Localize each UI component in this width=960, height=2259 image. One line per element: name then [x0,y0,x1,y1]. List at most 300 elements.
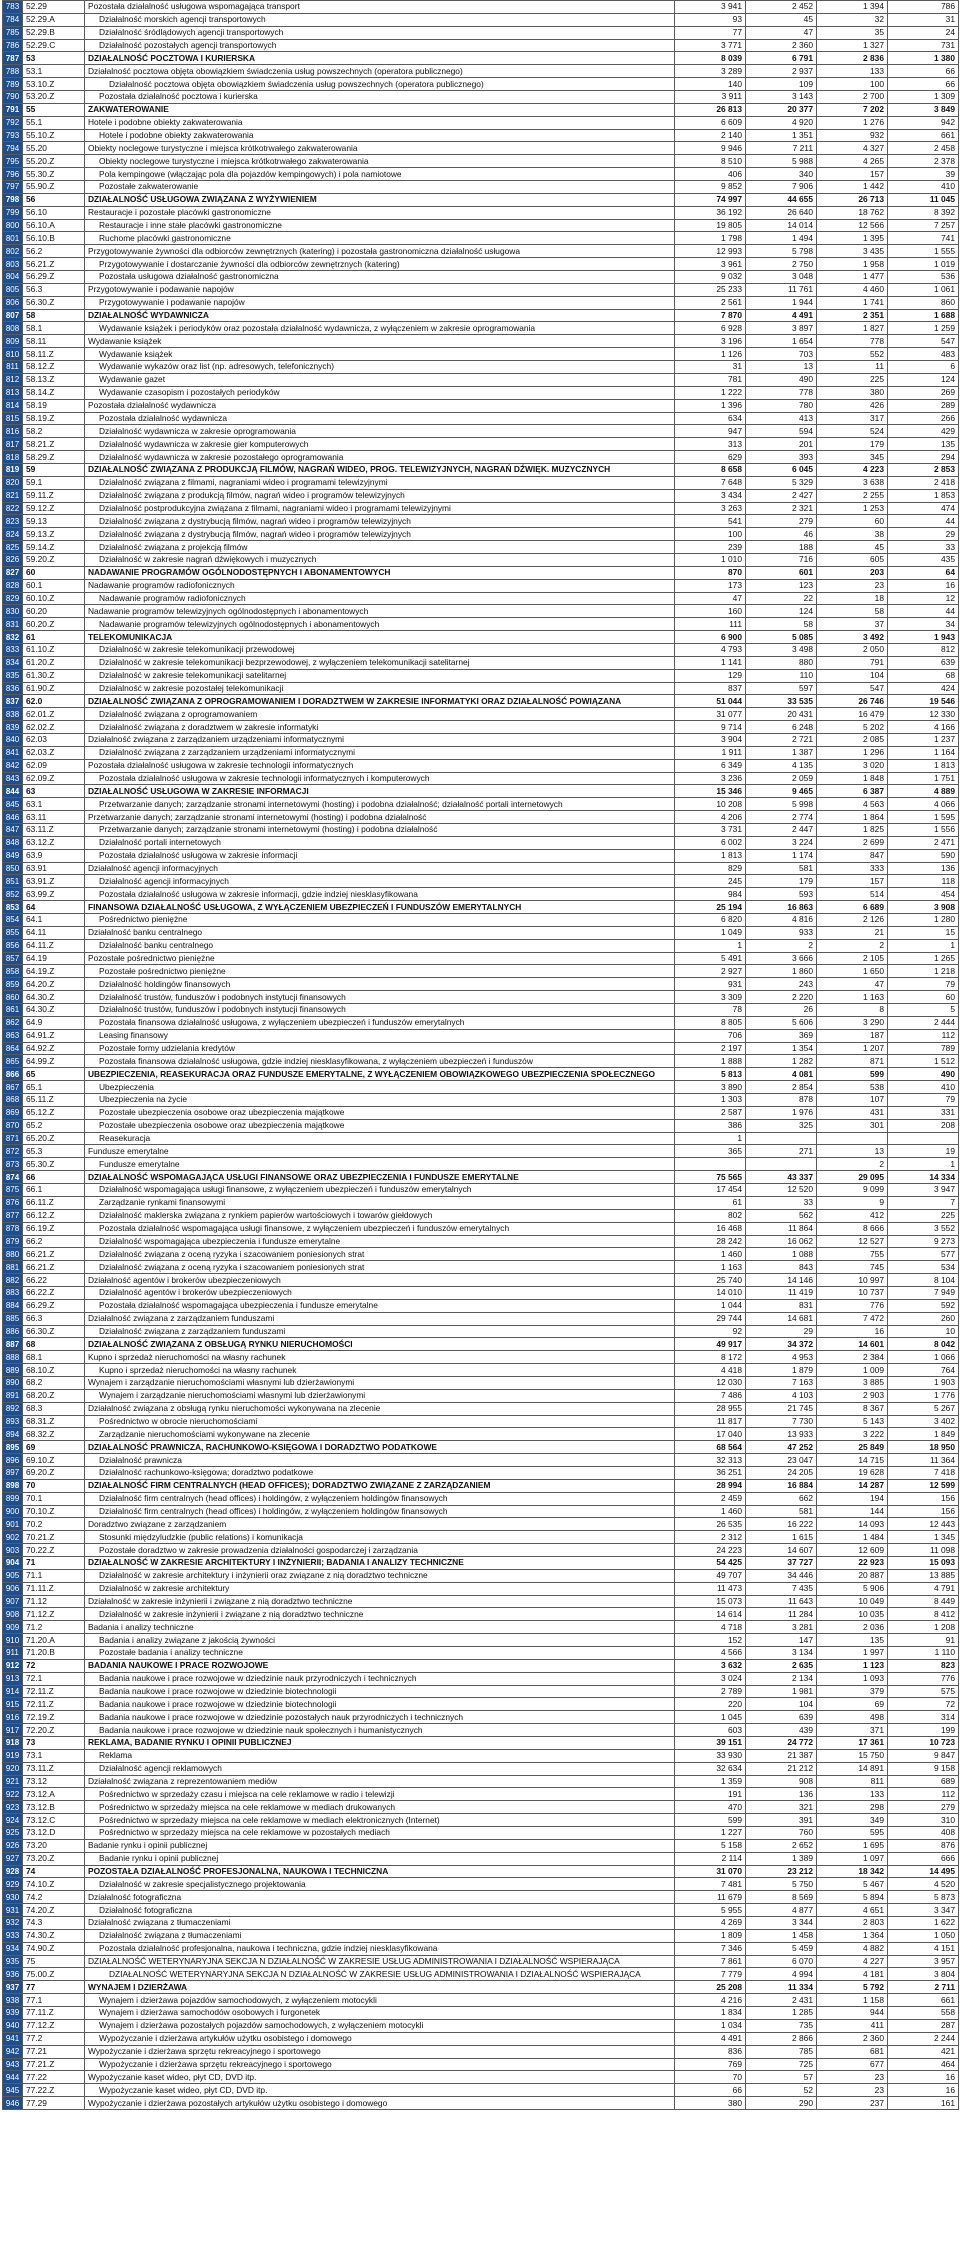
table-row [3,1158,959,1171]
value-cell-3: 3 222 [817,1428,888,1441]
value-cell-1: 1 045 [675,1711,746,1724]
pkd-code-cell: 66.12.Z [23,1209,85,1222]
value-cell-2: 601 [746,566,817,579]
table-row [3,1569,959,1582]
table-row [3,1801,959,1814]
value-cell-1: 9 946 [675,142,746,155]
activity-name-cell: Działalność pozostałych agencji transportowych [85,39,675,52]
value-cell-1: 829 [675,862,746,875]
pkd-code-cell: 64.30.Z [23,991,85,1004]
activity-name-cell: Działalność związana z tłumaczeniami [85,1917,675,1930]
row-number-cell: 847 [3,824,23,837]
row-number-cell: 890 [3,1376,23,1389]
pkd-code-cell: 62.09 [23,759,85,772]
value-cell-1: 1 396 [675,399,746,412]
value-cell-1: 3 196 [675,335,746,348]
value-cell-2: 1 351 [746,129,817,142]
table-row [3,669,959,682]
value-cell-1: 5 955 [675,1904,746,1917]
row-number-cell: 923 [3,1801,23,1814]
row-number-cell: 794 [3,142,23,155]
value-cell-2: 1 494 [746,232,817,245]
value-cell-2: 24 205 [746,1466,817,1479]
row-number-cell: 845 [3,798,23,811]
pkd-code-cell: 66.19.Z [23,1222,85,1235]
industry-statistics-table [2,0,959,2110]
value-cell-2: 778 [746,386,817,399]
value-cell-1: 4 206 [675,811,746,824]
table-row [3,2071,959,2084]
pkd-code-cell: 63.99.Z [23,888,85,901]
value-cell-4: 118 [888,875,959,888]
pkd-code-cell: 60.1 [23,579,85,592]
value-cell-2: 243 [746,978,817,991]
pkd-code-cell: 55.10.Z [23,129,85,142]
activity-name-cell: Działalność w zakresie telekomunikacji bezprzewodowej, z wyłączeniem telekomunikacji satelitarnej [85,656,675,669]
value-cell-4: 16 [888,579,959,592]
activity-name-cell: Działalność śródlądowych agencji transportowych [85,26,675,39]
pkd-code-cell: 55.20.Z [23,155,85,168]
pkd-code-cell: 61.30.Z [23,669,85,682]
row-number-cell: 797 [3,181,23,194]
value-cell-2: 29 [746,1325,817,1338]
value-cell-1: 5 813 [675,1068,746,1081]
value-cell-2: 43 337 [746,1171,817,1184]
pkd-code-cell: 74.30.Z [23,1929,85,1942]
value-cell-2: 188 [746,541,817,554]
value-cell-1: 3 941 [675,1,746,14]
pkd-code-cell: 52.29.B [23,26,85,39]
table-row [3,412,959,425]
activity-name-cell: DZIAŁALNOŚĆ ZWIĄZANA Z OBSŁUGĄ RYNKU NIERUCHOMOŚCI [85,1338,675,1351]
pkd-code-cell: 56.29.Z [23,271,85,284]
value-cell-4: 1 849 [888,1428,959,1441]
activity-name-cell: Kupno i sprzedaż nieruchomości na własny rachunek [85,1351,675,1364]
value-cell-4: 1 [888,1158,959,1171]
pkd-code-cell: 65.12.Z [23,1106,85,1119]
row-number-cell: 882 [3,1274,23,1287]
value-cell-2: 2 360 [746,39,817,52]
row-number-cell: 824 [3,528,23,541]
pkd-code-cell: 72.11.Z [23,1698,85,1711]
pkd-code-cell: 74.2 [23,1891,85,1904]
row-number-cell: 789 [3,78,23,91]
value-cell-2: 340 [746,168,817,181]
value-cell-3: 14 093 [817,1518,888,1531]
row-number-cell: 817 [3,438,23,451]
value-cell-3: 35 [817,26,888,39]
value-cell-4: 79 [888,978,959,991]
value-cell-3: 7 202 [817,103,888,116]
pkd-code-cell: 58.2 [23,425,85,438]
table-row [3,579,959,592]
value-cell-2 [746,1158,817,1171]
activity-name-cell: DZIAŁALNOŚĆ WETERYNARYJNA SEKCJA N DZIAŁALNOŚĆ W ZAKRESIE USŁUG ADMINISTROWANIA I DZIAŁALNOŚĆ WSPIERAJĄCA [85,1968,675,1981]
pkd-code-cell: 70 [23,1479,85,1492]
row-number-cell: 875 [3,1184,23,1197]
value-cell-3: 944 [817,2007,888,2020]
activity-name-cell: Pozostała działalność usługowa w zakresie technologii informatycznych i komputerowych [85,772,675,785]
value-cell-3: 135 [817,1634,888,1647]
value-cell-2: 4 920 [746,116,817,129]
pkd-code-cell: 65.20.Z [23,1132,85,1145]
row-number-cell: 821 [3,489,23,502]
value-cell-4: 1 556 [888,824,959,837]
value-cell-1: 2 587 [675,1106,746,1119]
value-cell-2: 52 [746,2084,817,2097]
table-row [3,129,959,142]
row-number-cell: 790 [3,91,23,104]
row-number-cell: 854 [3,914,23,927]
pkd-code-cell: 62.09.Z [23,772,85,785]
value-cell-1: 15 346 [675,785,746,798]
table-row [3,2045,959,2058]
value-cell-4: 260 [888,1312,959,1325]
value-cell-4: 3 908 [888,901,959,914]
row-number-cell: 897 [3,1466,23,1479]
value-cell-4: 575 [888,1685,959,1698]
value-cell-2: 2 321 [746,502,817,515]
value-cell-2: 5 459 [746,1942,817,1955]
value-cell-3: 2 036 [817,1621,888,1634]
activity-name-cell: Przetwarzanie danych; zarządzanie stronami internetowymi (hosting) i podobna działalność [85,811,675,824]
row-number-cell: 860 [3,991,23,1004]
row-number-cell: 799 [3,206,23,219]
activity-name-cell: Pozostała działalność usługowa w zakresie informacji, gdzie indziej niesklasyfikowana [85,888,675,901]
value-cell-2: 16 222 [746,1518,817,1531]
activity-name-cell: Przygotowywanie i dostarczanie żywności dla odbiorców zewnętrznych (katering) [85,258,675,271]
value-cell-1: 2 789 [675,1685,746,1698]
pkd-code-cell: 59.1 [23,476,85,489]
activity-name-cell: DZIAŁALNOŚĆ USŁUGOWA W ZAKRESIE INFORMACJI [85,785,675,798]
value-cell-2: 393 [746,451,817,464]
table-row [3,1852,959,1865]
value-cell-3: 2 699 [817,836,888,849]
row-number-cell: 946 [3,2097,23,2110]
value-cell-4: 14 334 [888,1171,959,1184]
value-cell-3: 8 666 [817,1222,888,1235]
value-cell-1: 4 418 [675,1364,746,1377]
value-cell-4: 490 [888,1068,959,1081]
table-row [3,875,959,888]
value-cell-3: 14 601 [817,1338,888,1351]
row-number-cell: 913 [3,1672,23,1685]
activity-name-cell: Przygotowywanie żywności dla odbiorców zewnętrznych (katering) i pozostała gastronomiczna działalność usługowa [85,245,675,258]
value-cell-1: 92 [675,1325,746,1338]
value-cell-1: 1 034 [675,2019,746,2032]
table-row [3,1261,959,1274]
value-cell-4: 72 [888,1698,959,1711]
value-cell-2: 16 884 [746,1479,817,1492]
row-number-cell: 803 [3,258,23,271]
value-cell-1: 78 [675,1004,746,1017]
value-cell-1: 1 227 [675,1827,746,1840]
activity-name-cell: TELEKOMUNIKACJA [85,631,675,644]
value-cell-3: 37 [817,618,888,631]
activity-name-cell: Pozostała działalność usługowa w zakresie technologii informatycznych [85,759,675,772]
table-row [3,476,959,489]
value-cell-3: 104 [817,669,888,682]
value-cell-3: 412 [817,1209,888,1222]
value-cell-1: 7 481 [675,1878,746,1891]
table-row [3,1094,959,1107]
row-number-cell: 851 [3,875,23,888]
value-cell-3: 29 095 [817,1171,888,1184]
pkd-code-cell: 77 [23,1981,85,1994]
value-cell-2: 2 635 [746,1659,817,1672]
value-cell-1: 32 634 [675,1762,746,1775]
row-number-cell: 904 [3,1556,23,1569]
value-cell-3: 1 163 [817,991,888,1004]
value-cell-1: 17 040 [675,1428,746,1441]
row-number-cell: 811 [3,361,23,374]
row-number-cell: 941 [3,2032,23,2045]
value-cell-3: 10 997 [817,1274,888,1287]
value-cell-2: 1 088 [746,1248,817,1261]
value-cell-4: 13 885 [888,1569,959,1582]
table-row [3,399,959,412]
pkd-code-cell: 70.10.Z [23,1505,85,1518]
value-cell-1: 160 [675,605,746,618]
table-row [3,361,959,374]
pkd-code-cell: 66.29.Z [23,1299,85,1312]
value-cell-3: 3 020 [817,759,888,772]
value-cell-2: 124 [746,605,817,618]
activity-name-cell: REKLAMA, BADANIE RYNKU I OPINII PUBLICZNEJ [85,1737,675,1750]
value-cell-1: 26 535 [675,1518,746,1531]
value-cell-1: 6 349 [675,759,746,772]
value-cell-2: 33 [746,1196,817,1209]
value-cell-1: 3 263 [675,502,746,515]
value-cell-1: 837 [675,682,746,695]
value-cell-1: 66 [675,2084,746,2097]
value-cell-4: 1 [888,939,959,952]
value-cell-1: 31 070 [675,1865,746,1878]
pkd-code-cell: 63.11 [23,811,85,824]
activity-name-cell: Działalność portali internetowych [85,836,675,849]
table-row [3,1106,959,1119]
value-cell-3: 1 097 [817,1852,888,1865]
value-cell-2: 5 998 [746,798,817,811]
activity-name-cell: DZIAŁALNOŚĆ WYDAWNICZA [85,309,675,322]
value-cell-1: 29 744 [675,1312,746,1325]
value-cell-3: 237 [817,2097,888,2110]
value-cell-3: 847 [817,849,888,862]
table-row [3,1608,959,1621]
value-cell-4: 3 552 [888,1222,959,1235]
pkd-code-cell: 64.19.Z [23,965,85,978]
table-row [3,322,959,335]
pkd-code-cell: 58.19.Z [23,412,85,425]
table-row [3,553,959,566]
activity-name-cell: Wydawanie gazet [85,373,675,386]
pkd-code-cell: 52.29.C [23,39,85,52]
value-cell-3: 19 628 [817,1466,888,1479]
value-cell-4: 3 957 [888,1955,959,1968]
pkd-code-cell: 77.11.Z [23,2007,85,2020]
value-cell-2: 147 [746,1634,817,1647]
value-cell-2: 2 427 [746,489,817,502]
value-cell-1: 1 010 [675,553,746,566]
value-cell-1: 9 852 [675,181,746,194]
value-cell-2: 1 285 [746,2007,817,2020]
table-row [3,605,959,618]
value-cell-1: 9 032 [675,271,746,284]
value-cell-4: 860 [888,296,959,309]
value-cell-4: 577 [888,1248,959,1261]
activity-name-cell: Badania i analizy związane z jakością żywności [85,1634,675,1647]
value-cell-2: 14 681 [746,1312,817,1325]
value-cell-1: 245 [675,875,746,888]
pkd-code-cell: 58.1 [23,322,85,335]
value-cell-2: 8 569 [746,1891,817,1904]
value-cell-4: 12 599 [888,1479,959,1492]
value-cell-2: 21 745 [746,1402,817,1415]
value-cell-4: 66 [888,78,959,91]
value-cell-1: 2 197 [675,1042,746,1055]
row-number-cell: 866 [3,1068,23,1081]
pkd-code-cell: 66.22.Z [23,1286,85,1299]
value-cell-3: 1 327 [817,39,888,52]
value-cell-1: 9 714 [675,721,746,734]
value-cell-1: 4 216 [675,1994,746,2007]
row-number-cell: 927 [3,1852,23,1865]
pkd-code-cell: 71 [23,1556,85,1569]
value-cell-4 [888,1132,959,1145]
value-cell-4: 3 849 [888,103,959,116]
value-cell-3: 5 143 [817,1415,888,1428]
value-cell-4: 19 [888,1145,959,1158]
table-row [3,1145,959,1158]
value-cell-3: 3 638 [817,476,888,489]
activity-name-cell: Działalność pocztowa objęta obowiązkiem świadczenia usług powszechnych (operatora publicznego) [85,65,675,78]
value-cell-3: 26 713 [817,193,888,206]
table-row [3,283,959,296]
pkd-code-cell: 64.30.Z [23,1004,85,1017]
value-cell-4: 16 [888,2084,959,2097]
row-number-cell: 880 [3,1248,23,1261]
value-cell-3: 10 049 [817,1595,888,1608]
activity-name-cell: UBEZPIECZENIA, REASEKURACJA ORAZ FUNDUSZE EMERYTALNE, Z WYŁĄCZENIEM OBOWIĄZKOWEGO UBEZPIECZENIA SPOŁECZNEGO [85,1068,675,1081]
row-number-cell: 887 [3,1338,23,1351]
value-cell-2: 6 791 [746,52,817,65]
value-cell-2: 9 465 [746,785,817,798]
row-number-cell: 839 [3,721,23,734]
value-cell-4: 208 [888,1119,959,1132]
pkd-code-cell: 53.1 [23,65,85,78]
table-row [3,515,959,528]
activity-name-cell: Działalność związana z doradztwem w zakresie informatyki [85,721,675,734]
value-cell-4: 1 813 [888,759,959,772]
value-cell-1: 93 [675,13,746,26]
pkd-code-cell: 74.20.Z [23,1904,85,1917]
row-number-cell: 933 [3,1929,23,1942]
activity-name-cell: DZIAŁALNOŚĆ ZWIĄZANA Z OPROGRAMOWANIEM I DORADZTWEM W ZAKRESIE INFORMATYKI ORAZ DZIAŁALNOŚĆ POWIĄZANA [85,695,675,708]
value-cell-1: 2 140 [675,129,746,142]
value-cell-4: 1 943 [888,631,959,644]
value-cell-4: 1 555 [888,245,959,258]
table-row [3,631,959,644]
value-cell-4: 1 061 [888,283,959,296]
row-number-cell: 822 [3,502,23,515]
table-row [3,271,959,284]
activity-name-cell: Obiekty noclegowe turystyczne i miejsca krótkotrwałego zakwaterowania [85,142,675,155]
value-cell-1: 380 [675,2097,746,2110]
value-cell-3: 3 435 [817,245,888,258]
value-cell-2: 7 211 [746,142,817,155]
row-number-cell: 915 [3,1698,23,1711]
value-cell-3: 514 [817,888,888,901]
table-row [3,1029,959,1042]
activity-name-cell: Pośrednictwo w sprzedaży miejsca na cele reklamowe w mediach drukowanych [85,1801,675,1814]
row-number-cell: 849 [3,849,23,862]
value-cell-4: 429 [888,425,959,438]
value-cell-3: 4 223 [817,463,888,476]
value-cell-3: 2 700 [817,91,888,104]
table-row [3,618,959,631]
value-cell-4: 3 947 [888,1184,959,1197]
row-number-cell: 801 [3,232,23,245]
activity-name-cell: Pozostała działalność pocztowa i kurierska [85,91,675,104]
row-number-cell: 874 [3,1171,23,1184]
value-cell-1: 1 049 [675,926,746,939]
value-cell-3: 1 825 [817,824,888,837]
table-row [3,1981,959,1994]
pkd-code-cell: 58.14.Z [23,386,85,399]
value-cell-4: 266 [888,412,959,425]
value-cell-1: 11 817 [675,1415,746,1428]
row-number-cell: 939 [3,2007,23,2020]
pkd-code-cell: 73.12.D [23,1827,85,1840]
row-number-cell: 917 [3,1724,23,1737]
value-cell-3: 2 360 [817,2032,888,2045]
row-number-cell: 881 [3,1261,23,1274]
table-row [3,991,959,1004]
value-cell-4: 44 [888,605,959,618]
row-number-cell: 910 [3,1634,23,1647]
row-number-cell: 813 [3,386,23,399]
activity-name-cell: Działalność związana z oceną ryzyka i szacowaniem poniesionych strat [85,1261,675,1274]
value-cell-4: 2 378 [888,155,959,168]
activity-name-cell: Zarządzanie rynkami finansowymi [85,1196,675,1209]
value-cell-2: 1 981 [746,1685,817,1698]
value-cell-2: 843 [746,1261,817,1274]
value-cell-4: 1 622 [888,1917,959,1930]
activity-name-cell: WYNAJEM I DZIERŻAWA [85,1981,675,1994]
value-cell-2: 26 640 [746,206,817,219]
pkd-code-cell: 75.00.Z [23,1968,85,1981]
value-cell-4: 7 949 [888,1286,959,1299]
value-cell-4: 1 688 [888,309,959,322]
value-cell-4: 12 [888,592,959,605]
value-cell-4: 15 [888,926,959,939]
value-cell-4: 29 [888,528,959,541]
value-cell-3: 1 477 [817,271,888,284]
value-cell-4: 812 [888,643,959,656]
value-cell-1: 3 236 [675,772,746,785]
table-row [3,965,959,978]
value-cell-1: 1 126 [675,348,746,361]
table-row [3,425,959,438]
pkd-code-cell: 66.21.Z [23,1248,85,1261]
value-cell-3: 32 [817,13,888,26]
value-cell-1: 49 917 [675,1338,746,1351]
pkd-code-cell: 62.03 [23,733,85,746]
value-cell-1: 1 834 [675,2007,746,2020]
activity-name-cell: Działalność związana z zarządzaniem funduszami [85,1325,675,1338]
pkd-code-cell: 58.13.Z [23,373,85,386]
value-cell-4: 39 [888,168,959,181]
